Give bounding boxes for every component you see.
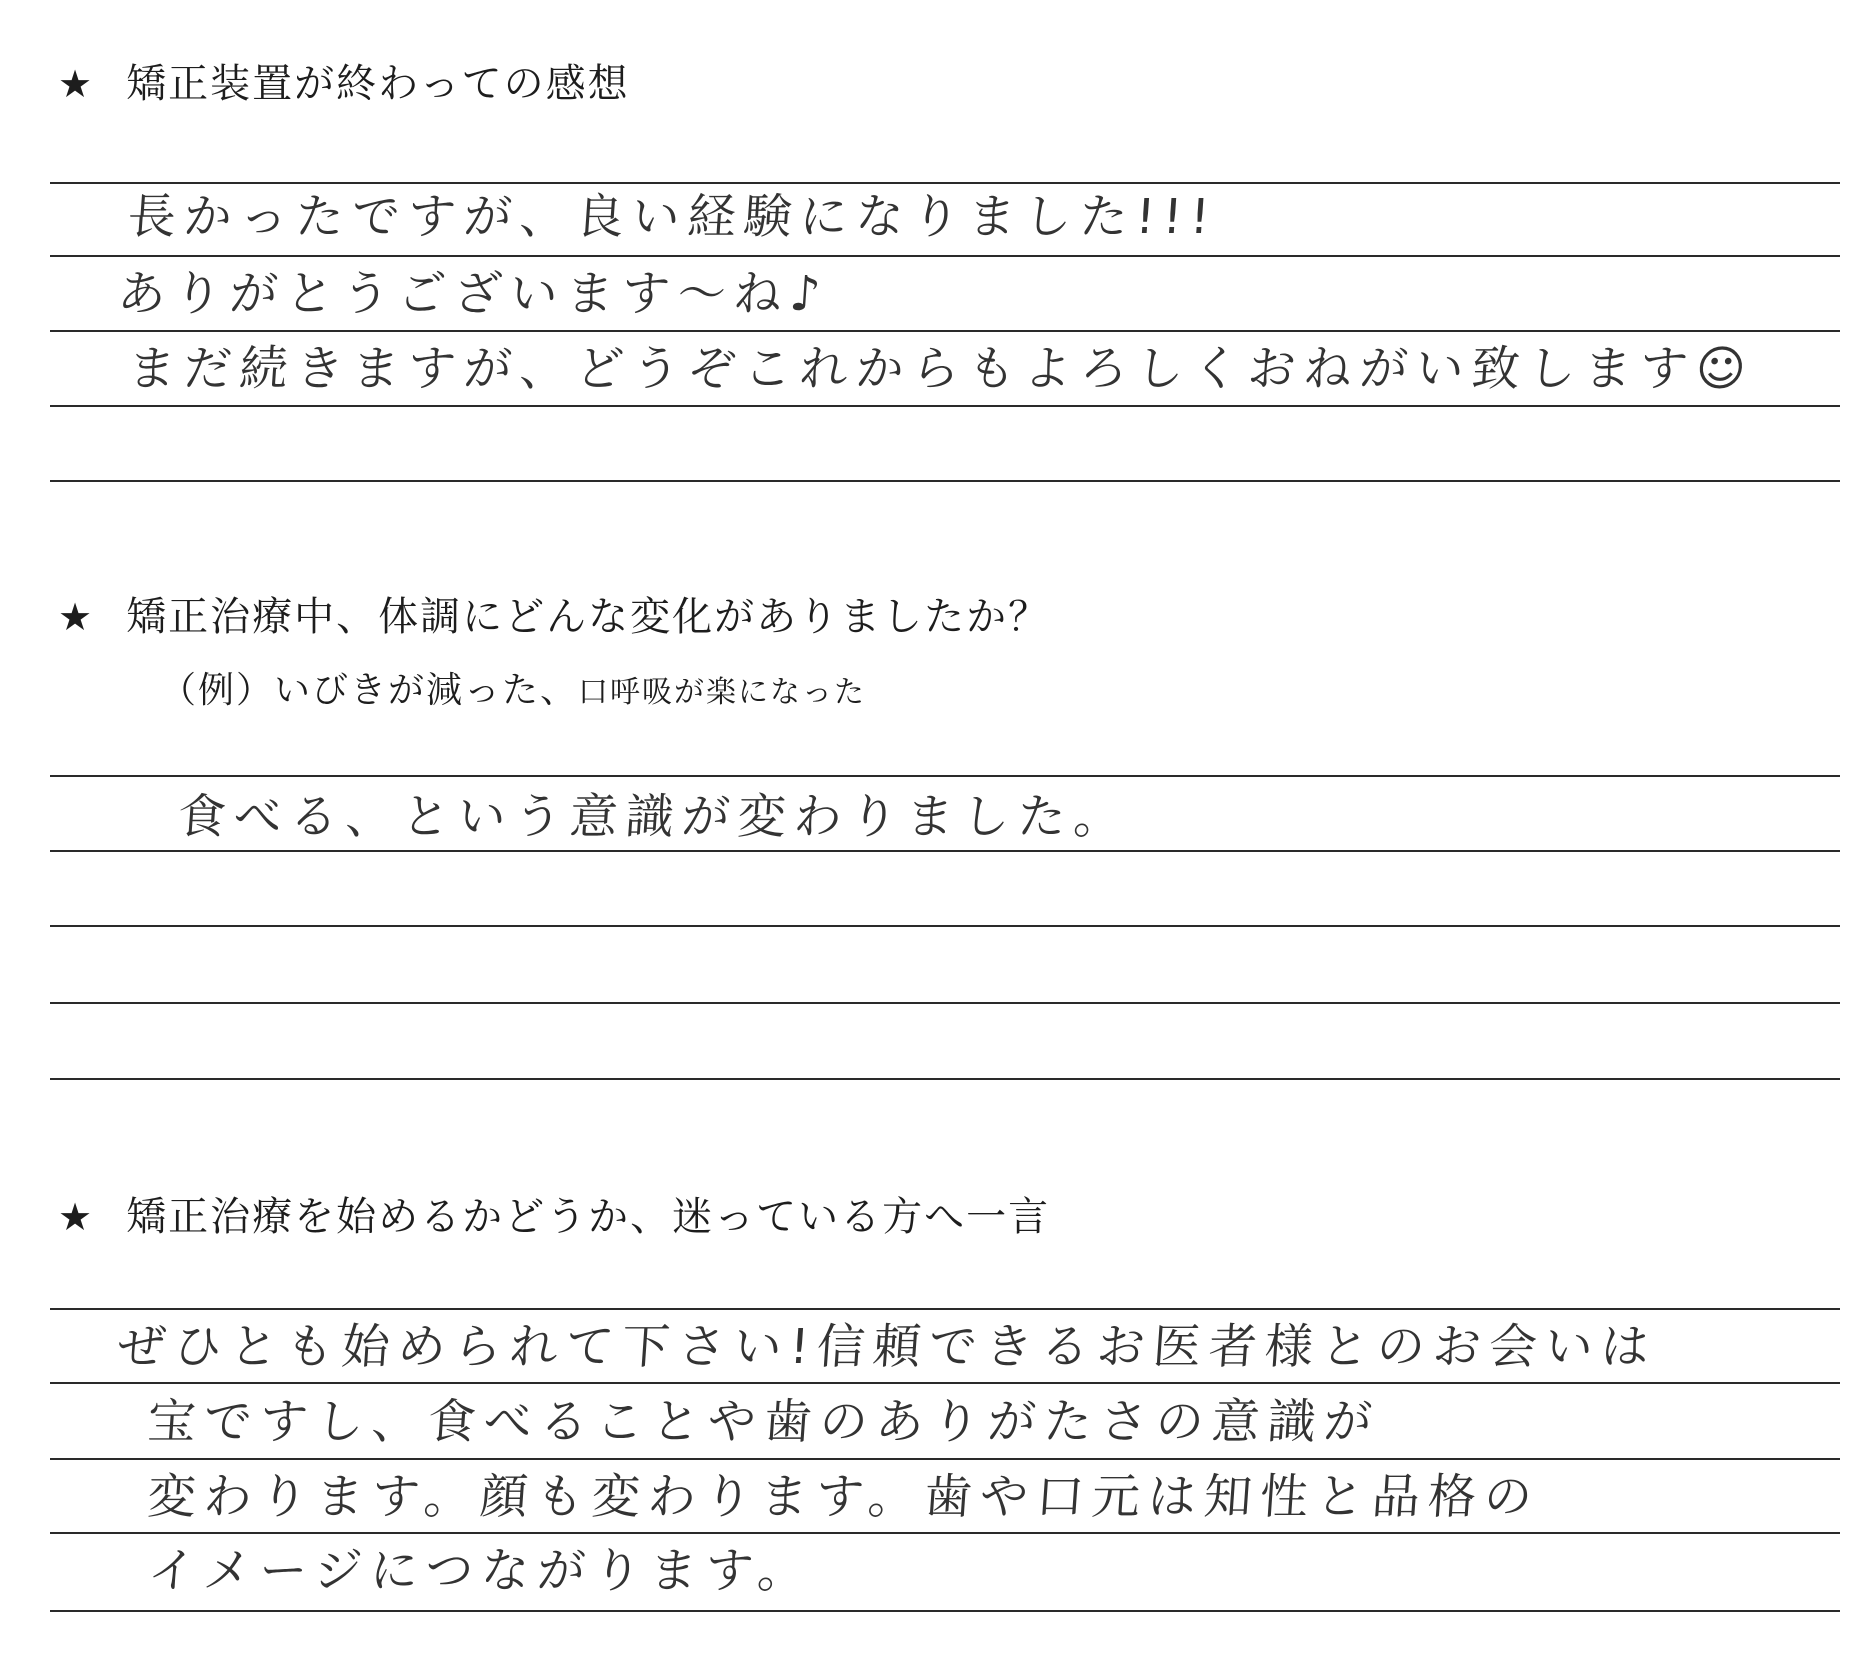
handwritten-answer-line: 宝ですし、食べることや歯のありがたさの意識が: [145, 1394, 1382, 1450]
ruled-line: [50, 1078, 1840, 1080]
example-rest: 口呼吸が楽になった: [578, 675, 867, 710]
ruled-line: [50, 850, 1840, 852]
ruled-line: [50, 1002, 1840, 1004]
section-heading: [58, 1185, 1050, 1242]
star-icon: ★: [58, 62, 95, 106]
example-label: （例）いびきが減った、: [160, 670, 579, 711]
handwritten-answer-line: まだ続きますが、どうぞこれからもよろしくおねがい致します☺: [125, 341, 1756, 397]
handwritten-answer-line: 食べる、という意識が変わりました。: [175, 789, 1132, 845]
handwritten-answer-line: ありがとうございます〜ね♪: [115, 266, 831, 322]
handwritten-answer-line: ぜひとも始められて下さい!信頼できるお医者様とのお会いは: [115, 1319, 1659, 1375]
heading-text: 矯正装置が終わっての感想: [126, 61, 630, 107]
section-heading: [58, 52, 630, 109]
ruled-line: [50, 775, 1840, 777]
example-text: [160, 662, 866, 713]
heading-text: 矯正治療中、体調にどんな変化がありましたか？: [126, 594, 1051, 640]
ruled-line: [50, 405, 1840, 407]
ruled-line: [50, 925, 1840, 927]
ruled-line: [50, 480, 1840, 482]
star-icon: ★: [58, 1195, 95, 1239]
section-heading: [58, 585, 1050, 642]
handwritten-answer-line: 変わります。顔も変わります。歯や口元は知性と品格の: [145, 1469, 1542, 1525]
heading-text: 矯正治療を始めるかどうか、迷っている方へ一言: [126, 1194, 1051, 1240]
handwritten-answer-line: 長かったですが、良い経験になりました!!!: [125, 189, 1220, 245]
handwritten-answer-line: イメージにつながります。: [145, 1543, 816, 1599]
star-icon: ★: [58, 595, 95, 639]
ruled-line: [50, 1610, 1840, 1612]
